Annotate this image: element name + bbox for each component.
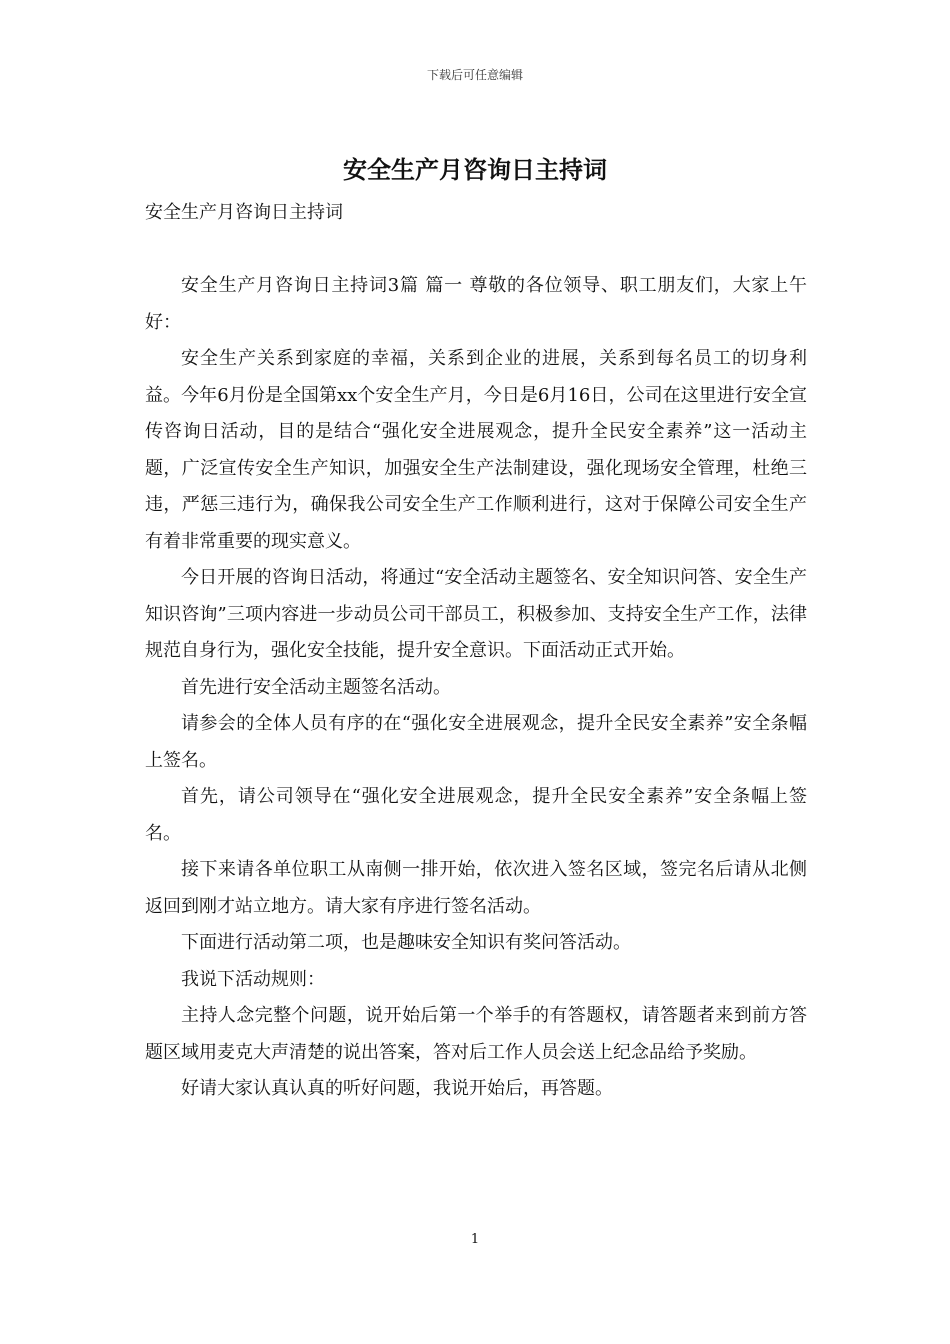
- document-title: 安全生产月咨询日主持词: [343, 155, 607, 184]
- paragraph: 主持人念完整个问题，说开始后第一个举手的有答题权，请答题者来到前方答题区域用麦克大声清楚的说出答案，答对后工作人员会送上纪念品给予奖励。: [145, 1005, 807, 1063]
- paragraph: 安全生产月咨询日主持词3篇 篇一 尊敬的各位领导、职工朋友们，大家上午好：: [145, 275, 807, 333]
- paragraph: 首先，请公司领导在“强化安全进展观念，提升全民安全素养”安全条幅上签名。: [145, 786, 807, 844]
- paragraph: 下面进行活动第二项，也是趣味安全知识有奖问答活动。: [181, 932, 631, 953]
- document-body: [145, 268, 807, 1108]
- paragraph: 安全生产关系到家庭的幸福，关系到企业的进展，关系到每名员工的切身利益。今年6月份是全国第xx个安全生产月，今日是6月16日，公司在这里进行安全宣传咨询日活动，目的是结合“强化安全进展观念，提升全民安全素养”这一活动主题，广泛宣传安全生产知识，加强安全生产法制建设，强化现场安全管理，杜绝三违，严惩三违行为，确保我公司安全生产工作顺利进行，这对于保障公司安全生产有着非常重要的现实意义。: [145, 348, 807, 552]
- header-note: 下载后可任意编辑: [426, 68, 523, 82]
- document-subtitle: 安全生产月咨询日主持词: [145, 202, 343, 223]
- paragraph: 请参会的全体人员有序的在“强化安全进展观念，提升全民安全素养”安全条幅上签名。: [145, 713, 807, 771]
- paragraph: 今日开展的咨询日活动，将通过“安全活动主题签名、安全知识问答、安全生产知识咨询”三项内容进一步动员公司干部员工，积极参加、支持安全生产工作，法律规范自身行为，强化安全技能，提升安全意识。下面活动正式开始。: [145, 567, 807, 661]
- paragraph: 首先进行安全活动主题签名活动。: [181, 676, 451, 698]
- paragraph: 接下来请各单位职工从南侧一排开始，依次进入签名区域，签完名后请从北侧返回到刚才站立地方。请大家有序进行签名活动。: [145, 859, 807, 917]
- paragraph: 好请大家认真认真的听好问题，我说开始后，再答题。: [181, 1078, 613, 1099]
- paragraph: 我说下活动规则：: [181, 968, 325, 990]
- page-number: 1: [470, 1232, 480, 1247]
